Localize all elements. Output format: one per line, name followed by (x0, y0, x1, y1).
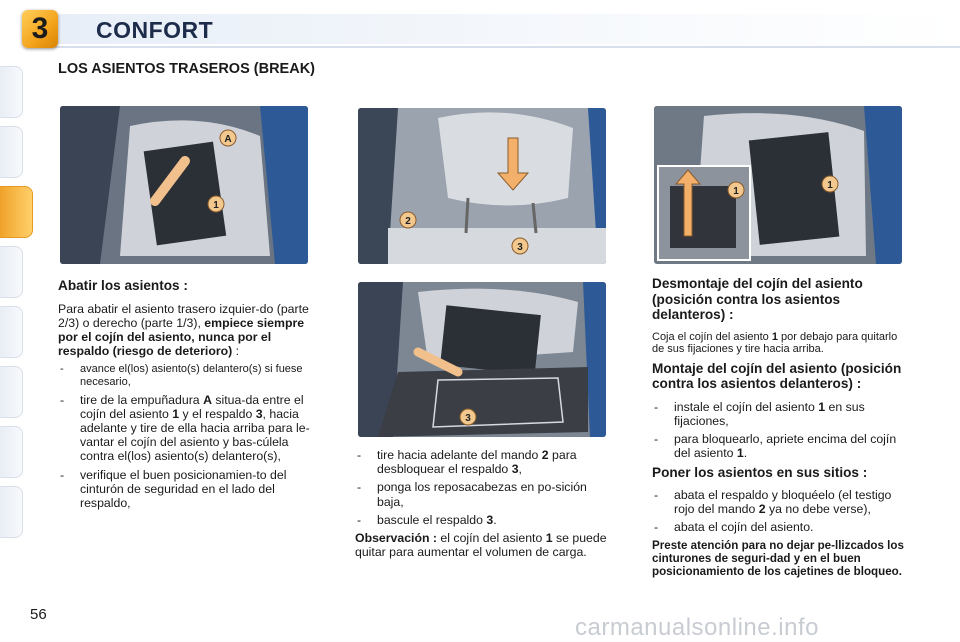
list-item-text: , hacia adelante y tire de ella hacia arriba para le-vantar el cojín del asiento y bas-cúlela contra el(los) asiento(s) delantero(s), (80, 406, 310, 464)
chapter-title: CONFORT (96, 17, 214, 43)
photo-illustration (60, 106, 308, 264)
list-item (355, 513, 607, 527)
observation-label: Observación : (355, 531, 438, 546)
intro-warning: empiece siempre por el cojín del asiento, nunca por el respaldo (riesgo de deterioro) (58, 315, 305, 359)
chapter-tab[interactable] (0, 426, 23, 478)
photo-illustration (358, 108, 606, 264)
column-cushion (652, 276, 904, 583)
ref-number: 1 (771, 330, 778, 343)
intro-plain: Para abatir el asiento trasero izquier-do (parte 2/3) o derecho (parte 1/3), (58, 301, 309, 330)
list-item-text: en sus fijaciones, (674, 399, 865, 428)
list-item (355, 480, 607, 508)
paragraph-text: Coja el cojín del asiento (652, 330, 772, 343)
chapter-tab[interactable] (0, 306, 23, 358)
ref-number: 1 (545, 531, 553, 546)
list-item-text: instale el cojín del asiento (674, 399, 819, 414)
column-backrest (355, 448, 607, 564)
callout-label: 3 (517, 242, 523, 253)
ref-number: 3 (255, 406, 263, 421)
list-item-text: abata el cojín del asiento. (674, 520, 814, 535)
list-item-text: . (743, 446, 748, 461)
chapter-tab[interactable] (0, 246, 23, 298)
list-item (58, 363, 310, 388)
ref-number: 2 (758, 502, 766, 517)
list-item (58, 468, 310, 511)
photo-headrest-lowering (358, 108, 606, 264)
chapter-tab[interactable] (0, 126, 23, 178)
callout-label: 3 (465, 413, 471, 424)
list-item (652, 432, 904, 460)
list-item (652, 520, 904, 534)
callout-label: 1 (213, 200, 219, 211)
heading-install-cushion: Montaje del cojín del asiento (posición contra los asientos delanteros) : (652, 360, 902, 392)
list-item-text: verifique el buen posicionamien-to del cinturón de seguridad en el lado del respaldo, (80, 467, 287, 510)
list-item-text: bascule el respaldo (377, 512, 487, 527)
ref-number: 2 (541, 448, 549, 462)
callout-label: 1 (827, 180, 833, 191)
photo-backrest-folded (358, 282, 606, 437)
chapter-tab[interactable] (0, 486, 23, 538)
intro-tail: : (232, 344, 240, 359)
backrest-steps-list (355, 448, 607, 527)
column-fold-seats (58, 278, 310, 514)
chapter-number-badge: 3 (22, 10, 58, 48)
fold-steps-list (58, 363, 310, 510)
callout-label: A (224, 134, 232, 145)
watermark: carmanualsonline.info (575, 614, 819, 641)
heading-restore-seats: Poner los asientos en sus sitios : (652, 464, 868, 480)
list-item (355, 448, 607, 476)
list-item-text: tire de la empuñadura (80, 392, 204, 407)
restore-steps-list (652, 488, 904, 535)
list-item-text: tire hacia adelante del mando (377, 448, 542, 462)
page-number: 56 (30, 606, 47, 623)
list-item-text: para bloquearlo, apriete encima del cojín del asiento (674, 432, 897, 461)
list-item-text: abata el respaldo y bloquéelo (el testigo rojo del mando (674, 488, 892, 517)
observation-text: el cojín del asiento (437, 531, 546, 546)
list-item-text: , (518, 462, 522, 477)
page-header (0, 0, 960, 46)
section-title: LOS ASIENTOS TRASEROS (BREAK) (58, 61, 315, 77)
observation-note (355, 531, 607, 559)
warning-note: Preste atención para no dejar pe-llizcados los cinturones de seguri-dad y en el buen posicionamiento de los cajetines de bloqueo. (652, 538, 904, 578)
list-item-text: . (493, 512, 497, 527)
list-item-text: ponga los reposacabezas en po-sición baja, (377, 480, 587, 509)
chapter-tab-active[interactable] (0, 186, 33, 238)
ref-number: 1 (736, 446, 744, 461)
chapter-tab-rail (0, 66, 32, 546)
chapter-tab[interactable] (0, 66, 23, 118)
list-item (652, 400, 904, 428)
list-item (58, 393, 310, 464)
header-rule (40, 46, 960, 48)
photo-seat-cushion-lift (60, 106, 308, 264)
list-item (652, 488, 904, 516)
ref-number: 1 (818, 399, 826, 414)
ref-number: 3 (511, 462, 519, 477)
heading-remove-cushion: Desmontaje del cojín del asiento (posición contra los asientos delanteros) : (652, 276, 863, 322)
list-item-text: y el respaldo (179, 406, 256, 421)
photo-illustration (654, 106, 902, 264)
list-item-text: situa-da entre el cojín del asiento (80, 392, 304, 421)
photo-illustration (358, 282, 606, 437)
callout-label: 1 (733, 186, 739, 197)
install-steps-list (652, 400, 904, 461)
callout-label: 2 (405, 216, 411, 227)
remove-cushion-paragraph (652, 331, 904, 356)
intro-paragraph (58, 302, 310, 359)
chapter-tab[interactable] (0, 366, 23, 418)
photo-cushion-removal (654, 106, 902, 264)
list-item-text: para desbloquear el respaldo (377, 448, 577, 477)
observation-text: se puede quitar para aumentar el volumen de carga. (355, 531, 607, 560)
ref-number: A (203, 392, 212, 407)
list-item-text: ya no debe verse), (765, 502, 871, 517)
heading-fold-seats: Abatir los asientos : (58, 278, 188, 293)
ref-number: 1 (172, 406, 180, 421)
paragraph-text: por debajo para quitarlo de sus fijaciones y tire hacia arriba. (652, 330, 898, 356)
list-item-text: avance el(los) asiento(s) delantero(s) si fuese necesario, (80, 363, 303, 388)
ref-number: 3 (486, 512, 494, 527)
